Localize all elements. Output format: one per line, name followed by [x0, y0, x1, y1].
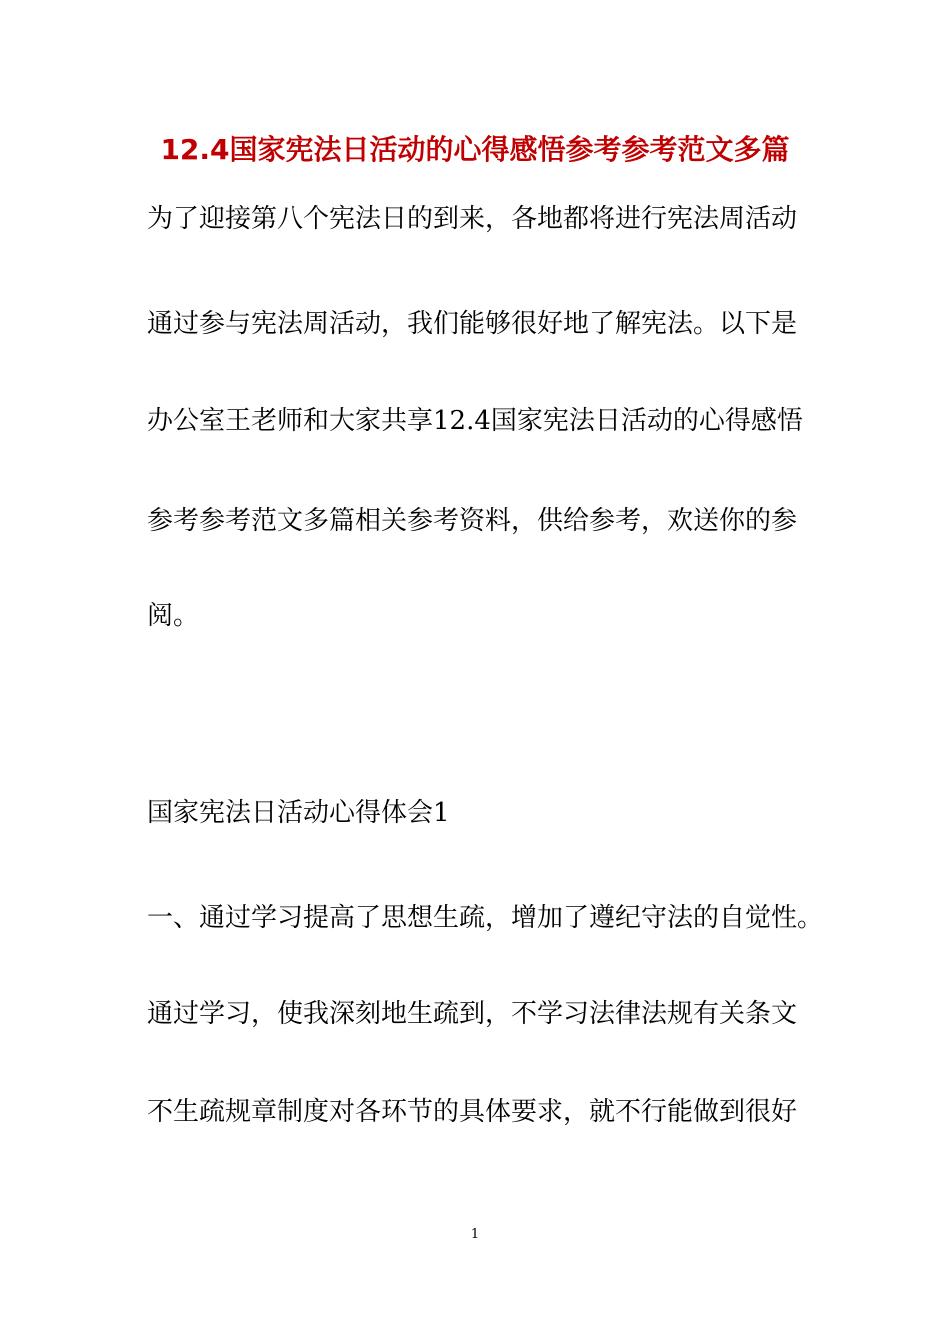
body-line-1: 一、通过学习提高了思想生疏，增加了遵纪守法的自觉性。: [147, 903, 824, 933]
intro-line-5: 阅。: [147, 601, 200, 631]
intro-line-1: 为了迎接第八个宪法日的到来，各地都将进行宪法周活动: [147, 204, 798, 234]
body-line-2: 通过学习，使我深刻地生疏到，不学习法律法规有关条文: [147, 999, 798, 1029]
intro-line-2: 通过参与宪法周活动，我们能够很好地了解宪法。以下是: [147, 309, 798, 339]
page-number: 1: [470, 1227, 480, 1242]
document-title: 12.4国家宪法日活动的心得感悟参考参考范文多篇: [160, 133, 790, 166]
body-line-3: 不生疏规章制度对各环节的具体要求，就不行能做到很好: [147, 1097, 798, 1127]
intro-line-4: 参考参考范文多篇相关参考资料，供给参考，欢送你的参: [147, 506, 798, 536]
intro-line-3: 办公室王老师和大家共享12.4国家宪法日活动的心得感悟: [147, 406, 803, 436]
section-heading: 国家宪法日活动心得体会1: [147, 798, 450, 828]
